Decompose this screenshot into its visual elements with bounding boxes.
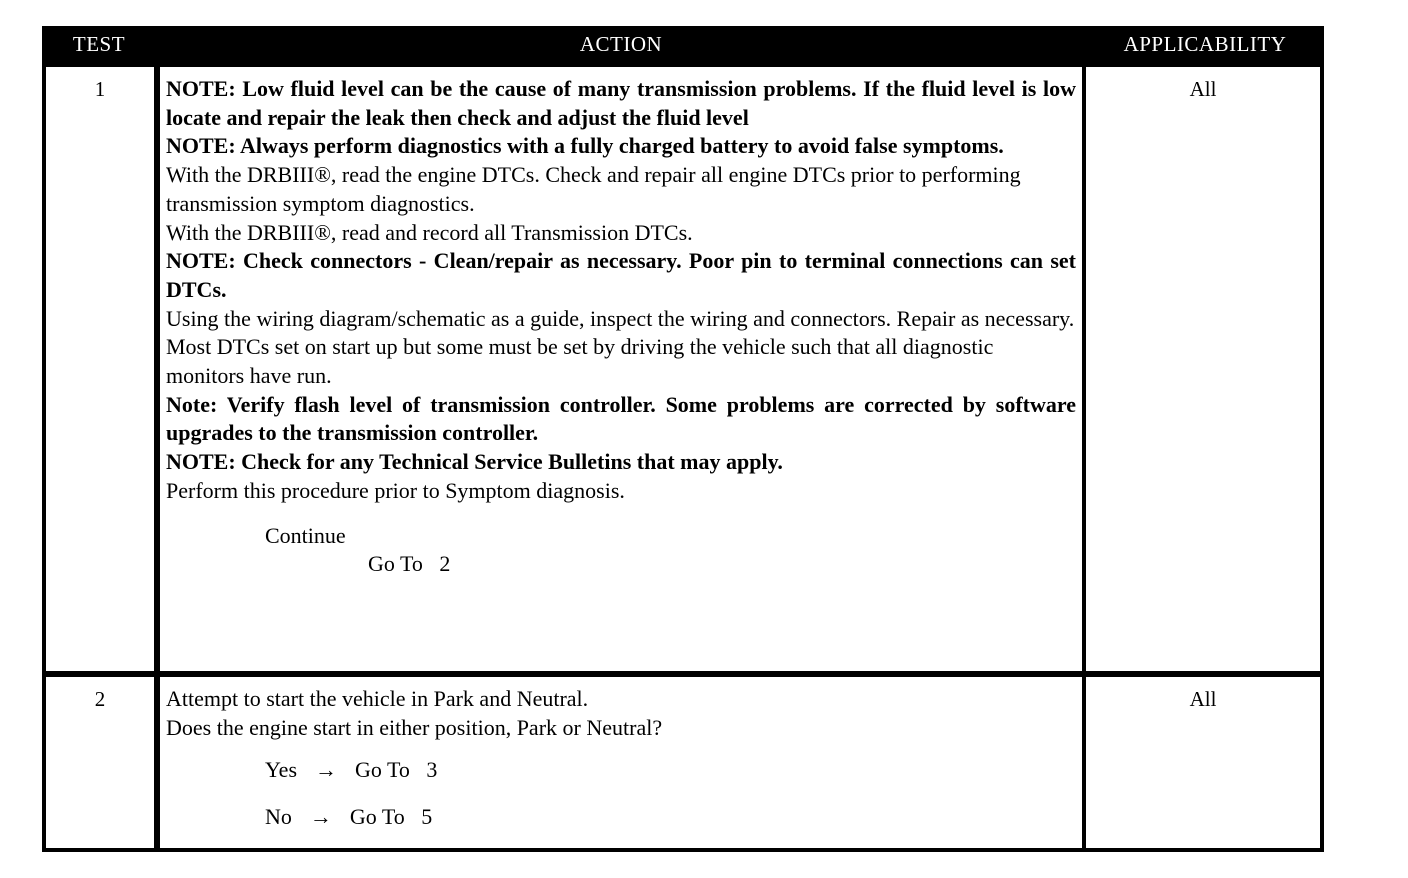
arrow-right-icon: → [315, 757, 338, 783]
step-inspect-wiring: Using the wiring diagram/schematic as a guide, inspect the wiring and connectors. Repair as necessary. [166, 305, 1075, 331]
row-1-action [160, 67, 1082, 671]
answer-yes[interactable] [166, 746, 1076, 793]
note-tsb: NOTE: Check for any Technical Service Bulletins that may apply. [166, 449, 783, 475]
answer-no-target: 5 [421, 804, 433, 830]
step-record-trans-dtcs: With the DRBIII®, read and record all Transmission DTCs. [166, 219, 693, 245]
continue-label: Continue [265, 522, 346, 548]
answer-yes-goto: Go To [355, 757, 410, 783]
row-2-test-number: 2 [46, 677, 154, 848]
step-attempt-start: Attempt to start the vehicle in Park and Neutral. [166, 686, 589, 711]
header-test: TEST [72, 32, 126, 56]
step-read-engine-dtcs: With the DRBIII®, read the engine DTCs. Check and repair all engine DTCs prior to performing transmission symptom diagnostics. [166, 162, 1021, 216]
step-perform-prior: Perform this procedure prior to Symptom diagnosis. [166, 477, 625, 503]
answer-yes-target: 3 [426, 757, 438, 783]
row-2-applicability: All [1086, 677, 1320, 848]
answer-no-label: No [265, 804, 292, 830]
header-action: ACTION [579, 32, 663, 56]
note-battery: NOTE: Always perform diagnostics with a fully charged battery to avoid false symptoms. [166, 133, 1004, 159]
row-2-action [160, 677, 1082, 848]
arrow-right-icon: → [309, 804, 332, 830]
goto-step-2[interactable] [166, 550, 1076, 578]
answer-yes-label: Yes [265, 757, 298, 783]
goto-target: 2 [439, 550, 451, 576]
note-check-connectors: NOTE: Check connectors - Clean/repair as necessary. Poor pin to terminal connections can set DTCs. [166, 248, 1076, 302]
note-flash-level: Note: Verify flash level of transmission controller. Some problems are corrected by software upgrades to the transmission controller. [166, 391, 1076, 446]
step-dtcs-startup: Most DTCs set on start up but some must be set by driving the vehicle such that all diagnostic monitors have run. [166, 334, 994, 389]
question-engine-start: Does the engine start in either position, Park or Neutral? [166, 714, 663, 740]
row-1-test-number: 1 [46, 67, 154, 671]
answer-no[interactable] [166, 793, 1076, 840]
row-1-applicability: All [1086, 67, 1320, 671]
goto-label: Go To [368, 550, 423, 576]
header-applicability: APPLICABILITY [1123, 32, 1287, 56]
diagnostic-table [42, 26, 1324, 852]
answer-no-goto: Go To [349, 804, 405, 830]
note-low-fluid: NOTE: Low fluid level can be the cause of many transmission problems. If the fluid level is low locate and repair the leak then check and adjust the fluid level [166, 76, 1076, 130]
